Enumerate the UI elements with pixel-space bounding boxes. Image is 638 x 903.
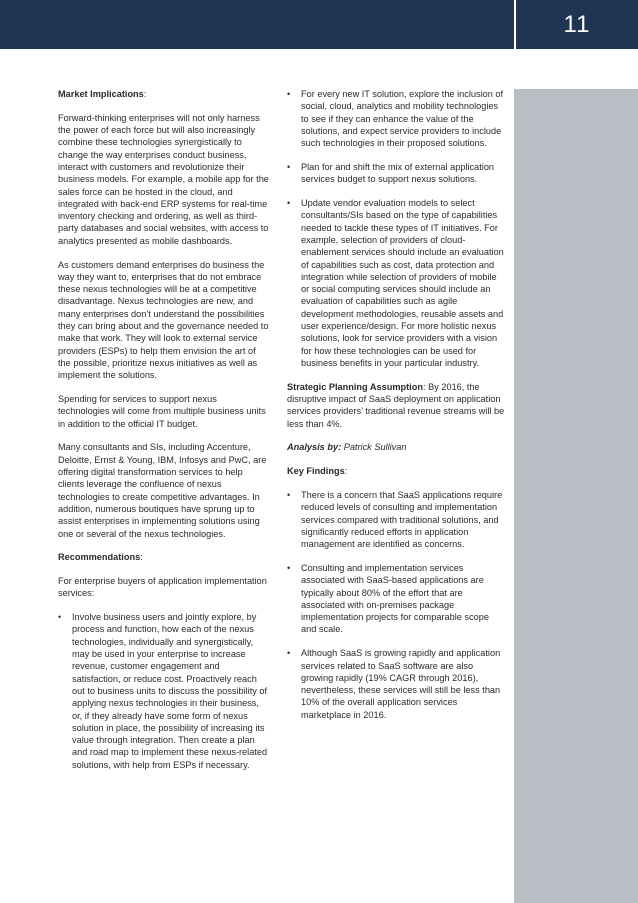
list-item: • Update vendor evaluation models to select consultants/SIs based on the type of capabilities needed to tackle these types of IT initiatives. For example, selection of providers of cloud-enablement services should include an evaluation of capabilities such as cost, data protection and integration while selection of providers of mobile or social computing services should include an evaluation of capabilities such as agile development methodologies, reusable assets and user experience/design. For more holistic nexus solutions, look for service providers with a vision for how these technologies can be used for business benefits in your particular industry. <box>287 198 504 368</box>
recommendations-heading: Recommendations: <box>58 552 143 563</box>
list-item: • Consulting and implementation services associated with SaaS-based applications are typically about 80% of the effort that are associated with on-premises package implementation projects for comparable scope and scale. <box>287 563 489 635</box>
list-item: • Involve business users and jointly explore, by process and function, how each of the nexus technologies, individually and synergistically, may be used in your enterprise to increase revenue, customer engagement and satisfaction, or reduce cost. Proactively reach out to business units to discuss the possibility of applying nexus technologies in their business, or, if they already have some form of nexus solution in place, the possibility of increasing its value through integration. Then create a plan and road map to implement these nexus-related solutions, with help from ESPs if necessary. <box>58 612 268 770</box>
list-item: • For every new IT solution, explore the inclusion of social, cloud, analytics and mobility technologies to see if they can enhance the value of the solutions, and expect service providers to include such technologies in their proposed solutions. <box>287 89 504 149</box>
market-paragraph-1: Forward-thinking enterprises will not only harness the power of each force but will also increasingly combine these technologies synergistically to change the way enterprises conduct business, interact with customers and revolutionize their business models. For example, a mobile app for the sales force can be hosted in the cloud, and integrated with back-end ERP systems for real-time inventory checking and ordering, as well as third-party databases and social websites, with access to analytics presented as mobile dashboards. <box>58 112 269 246</box>
right-column <box>287 88 505 733</box>
key-findings-heading: Key Findings: <box>287 466 348 477</box>
list-item: • Plan for and shift the mix of external application services budget to support nexus solutions. <box>287 161 495 185</box>
side-panel <box>514 89 638 903</box>
key-findings-list <box>287 489 505 721</box>
bullet-icon: • <box>287 198 291 209</box>
bullet-icon: • <box>287 161 291 172</box>
bullet-icon: • <box>287 563 291 573</box>
bullet-icon: • <box>287 490 291 501</box>
header-banner <box>0 0 638 49</box>
analysis-byline: Analysis by: Patrick Sullivan <box>287 442 407 453</box>
market-paragraph-2: As customers demand enterprises do business the way they want to, enterprises that do not embrace these nexus technologies will be at a competitive disadvantage. Nexus technologies are new, and many enterprises don’t understand the possibilities they can bring about and the governance needed to make that work. They will look to external service providers (ESPs) to help them envision the art of the possible, prioritize nexus initiatives as well as implement the solutions. <box>58 259 269 381</box>
recommendations-list <box>58 611 270 771</box>
left-column <box>58 88 270 783</box>
recommendations-list-continued <box>287 88 505 369</box>
market-paragraph-4: Many consultants and SIs, including Accenture, Deloitte, Ernst & Young, IBM, Infosys and PwC, are offering digital transformation services to help clients leverage the confluence of nexus technologies to create competitive advantages. In addition, numerous boutiques have sprung up to assist enterprises in implementing solutions using one or several of the nexus technologies. <box>58 442 267 539</box>
market-paragraph-3: Spending for services to support nexus technologies will come from multiple business units in addition to the official IT budget. <box>58 394 266 429</box>
list-item: • There is a concern that SaaS applications require reduced levels of consulting and implementation services compared with traditional solutions, and significantly reduced efforts in application management are identified as concerns. <box>287 490 503 550</box>
strategic-planning-assumption: Strategic Planning Assumption: By 2016, the disruptive impact of SaaS deployment on application services providers’ traditional revenue streams will be less than 4%. <box>287 381 505 429</box>
bullet-icon: • <box>58 612 62 623</box>
bullet-icon: • <box>287 648 291 659</box>
bullet-icon: • <box>287 89 291 99</box>
market-implications-heading: Market Implications: <box>58 89 147 99</box>
recommendations-intro: For enterprise buyers of application implementation services: <box>58 576 267 599</box>
list-item: • Although SaaS is growing rapidly and application services related to SaaS software are also growing rapidly (19% CAGR through 2016), nevertheless, these services will still be less than 10% of the overall application services marketplace in 2016. <box>287 648 501 720</box>
page-number: 11 <box>563 11 591 38</box>
